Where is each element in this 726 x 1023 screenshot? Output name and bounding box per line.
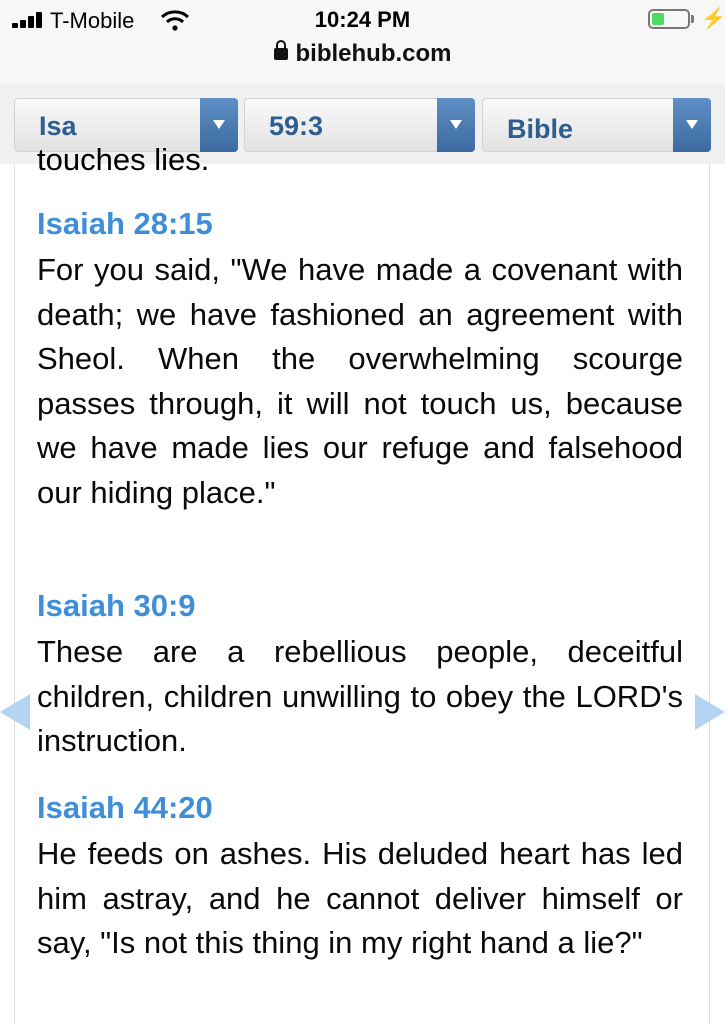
verse-reference-link[interactable]: Isaiah 30:9 — [37, 588, 196, 623]
charging-icon: ⚡ — [701, 8, 726, 30]
chevron-down-icon — [686, 120, 698, 129]
next-arrow-icon[interactable] — [695, 694, 725, 730]
battery-tip — [691, 15, 694, 23]
chapter-verse-dropdown-button[interactable] — [437, 98, 475, 152]
chapter-verse-select[interactable] — [244, 98, 475, 152]
version-select[interactable] — [482, 98, 711, 152]
verse-reference-link[interactable]: Isaiah 28:15 — [37, 206, 213, 241]
chapter-verse-select-label: 59:3 — [269, 111, 324, 141]
partial-verse-text: touches lies. — [37, 142, 210, 177]
status-bar — [0, 0, 725, 40]
cross-references-content — [0, 142, 725, 1023]
browser-top-bar — [0, 0, 725, 85]
verse-text: For you said, "We have made a covenant with death; we have fashioned an agreement with Sheol. When the overwhelming scourge passes through, it will not touch us, because we have made lies our refuge and falsehood our hiding place." — [37, 252, 683, 510]
chevron-down-icon — [450, 120, 462, 129]
carrier-label: T-Mobile — [50, 8, 135, 33]
chevron-down-icon — [213, 120, 225, 129]
book-select-label: Isa — [39, 111, 77, 141]
lock-icon — [274, 46, 288, 62]
status-time: 10:24 PM — [314, 7, 411, 32]
battery-icon — [648, 9, 690, 29]
verse-text: These are a rebellious people, deceitful children, children unwilling to obey the LORD's instruction. — [37, 634, 683, 758]
version-dropdown-button[interactable] — [673, 98, 711, 152]
previous-arrow-icon[interactable] — [0, 694, 30, 730]
verse-reference-link[interactable]: Isaiah 44:20 — [37, 790, 213, 825]
address-bar[interactable] — [0, 40, 725, 74]
verse-text: He feeds on ashes. His deluded heart has led him astray, and he cannot deliver himself or say, "Is not this thing in my right hand a lie?" — [37, 836, 683, 960]
content-border-left — [14, 164, 15, 1023]
url-text: biblehub.com — [295, 40, 452, 67]
version-select-label: Bible — [507, 114, 574, 144]
content-border-right — [709, 164, 710, 1023]
battery-fill — [652, 13, 664, 25]
